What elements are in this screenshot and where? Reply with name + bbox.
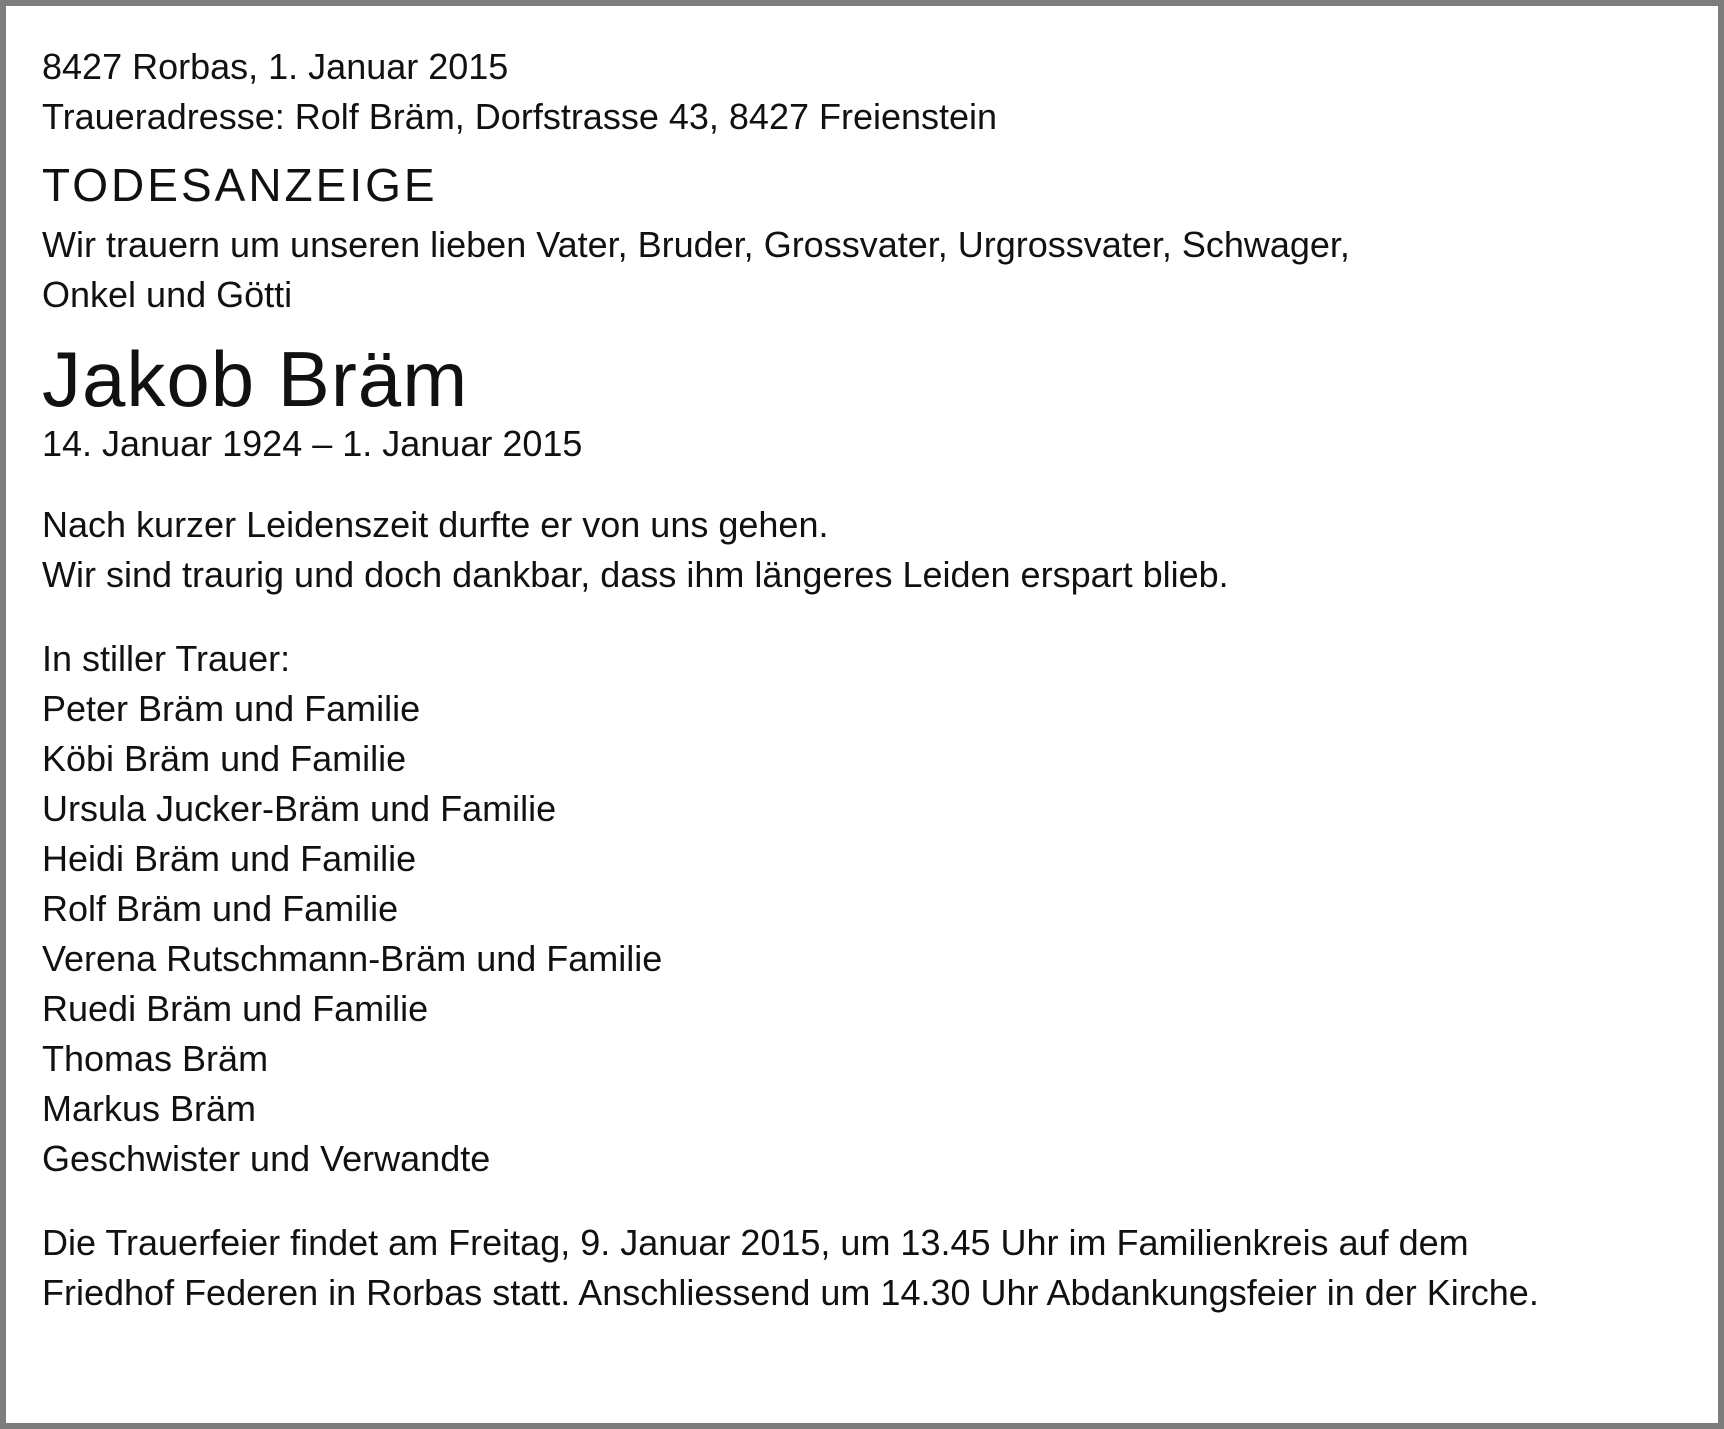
- mourner-item: Peter Bräm und Familie: [42, 688, 421, 729]
- mourners-list: [42, 634, 1698, 1184]
- deceased-name: Jakob Bräm: [42, 335, 469, 423]
- mourner-item: Geschwister und Verwandte: [42, 1138, 491, 1179]
- mourner-item: Ruedi Bräm und Familie: [42, 988, 429, 1029]
- intro-line-1: Wir trauern um unseren lieben Vater, Bruder, Grossvater, Urgrossvater, Schwager,: [42, 224, 1350, 265]
- mourner-item: Heidi Bräm und Familie: [42, 838, 417, 879]
- mourners-heading: In stiller Trauer:: [42, 638, 291, 679]
- mourner-item: Markus Bräm: [42, 1088, 257, 1129]
- mourner-item: Rolf Bräm und Familie: [42, 888, 399, 929]
- mourner-item: Thomas Bräm: [42, 1038, 269, 1079]
- life-dates: 14. Januar 1924 – 1. Januar 2015: [42, 423, 583, 464]
- place-date: 8427 Rorbas, 1. Januar 2015: [42, 46, 509, 87]
- notice-title: TODESANZEIGE: [42, 159, 438, 211]
- mourning-address: Traueradresse: Rolf Bräm, Dorfstrasse 43, 8427 Freienstein: [42, 96, 998, 137]
- mourner-item: Verena Rutschmann-Bräm und Familie: [42, 938, 663, 979]
- mourner-item: Köbi Bräm und Familie: [42, 738, 407, 779]
- message-line-1: Nach kurzer Leidenszeit durfte er von uns gehen.: [42, 504, 829, 545]
- ceremony-line-1: Die Trauerfeier findet am Freitag, 9. Januar 2015, um 13.45 Uhr im Familienkreis auf dem: [42, 1222, 1469, 1263]
- mourner-item: Ursula Jucker-Bräm und Familie: [42, 788, 557, 829]
- message-line-2: Wir sind traurig und doch dankbar, dass ihm längeres Leiden erspart blieb.: [42, 554, 1229, 595]
- ceremony-line-2: Friedhof Federen in Rorbas statt. Anschliessend um 14.30 Uhr Abdankungsfeier in der Kirche.: [42, 1272, 1539, 1313]
- intro-line-2: Onkel und Götti: [42, 274, 293, 315]
- obituary-content: [42, 42, 1698, 1318]
